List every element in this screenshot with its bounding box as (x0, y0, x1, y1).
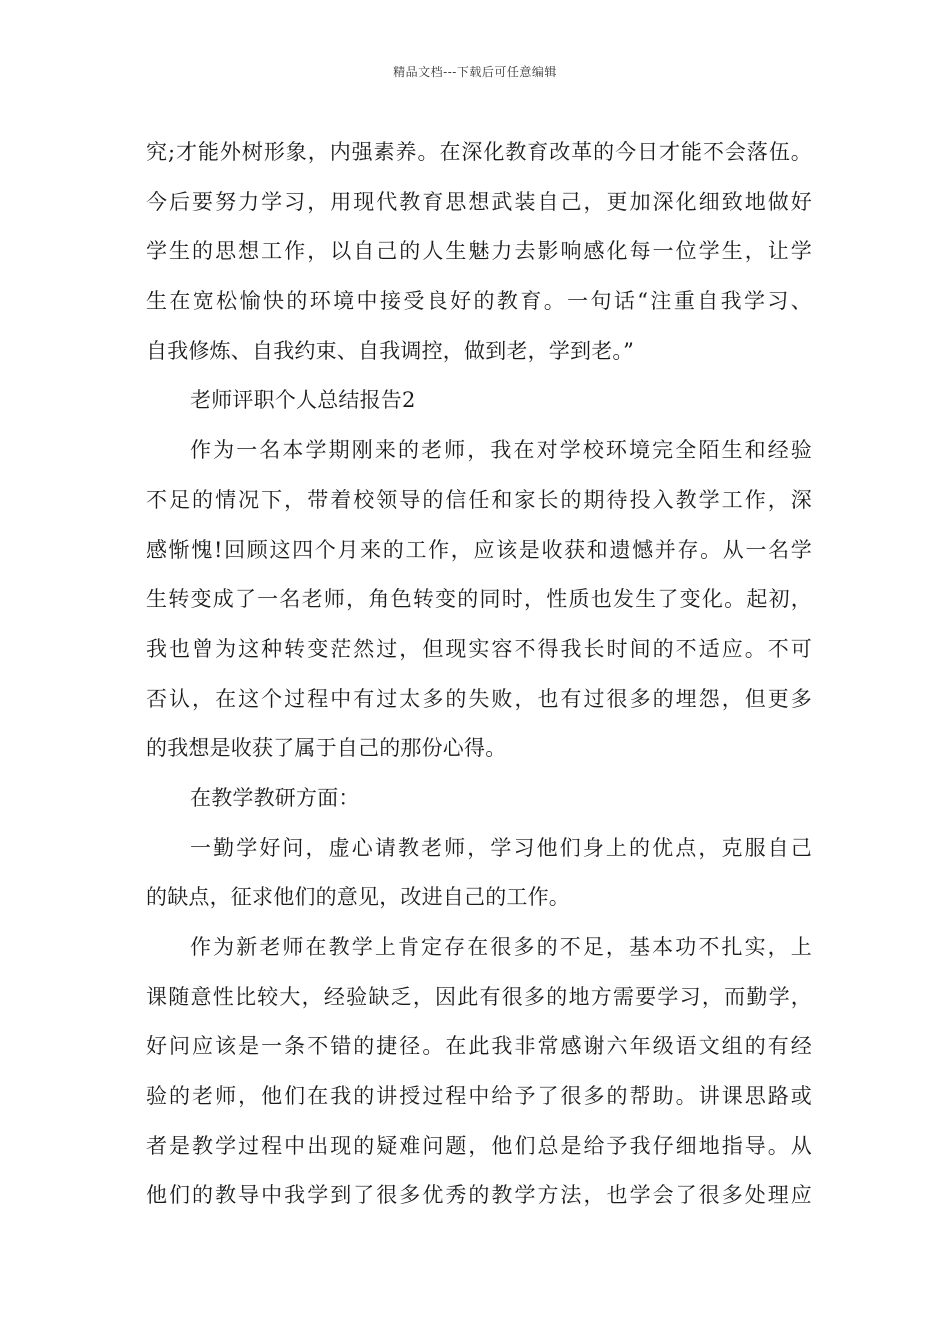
text-line: 生在宽松愉快的环境中接受良好的教育。一句话“注重自我学习、 (146, 289, 812, 314)
text-line: 否认，在这个过程中有过太多的失败，也有过很多的埋怨，但更多 (146, 686, 812, 711)
text-line: 一勤学好问，虚心请教老师，学习他们身上的优点，克服自己 (190, 835, 812, 860)
text-line: 作为一名本学期刚来的老师，我在对学校环境完全陌生和经验 (190, 438, 812, 463)
text-line: 老师评职个人总结报告2 (190, 388, 416, 413)
text-line: 验的老师，他们在我的讲授过程中给予了很多的帮助。讲课思路或 (146, 1084, 812, 1109)
text-line: 他们的教导中我学到了很多优秀的教学方法，也学会了很多处理应 (146, 1183, 812, 1208)
text-line: 今后要努力学习，用现代教育思想武装自己，更加深化细致地做好 (146, 189, 812, 214)
text-line: 的缺点，征求他们的意见，改进自己的工作。 (146, 885, 570, 910)
text-line: 不足的情况下，带着校领导的信任和家长的期待投入教学工作，深 (146, 487, 812, 512)
text-line: 生转变成了一名老师，角色转变的同时，性质也发生了变化。起初， (146, 587, 812, 612)
text-line: 的我想是收获了属于自己的那份心得。 (146, 736, 507, 761)
document-body (146, 128, 812, 1221)
text-line: 在教学教研方面： (190, 785, 360, 810)
text-line: 者是教学过程中出现的疑难问题，他们总是给予我仔细地指导。从 (146, 1133, 812, 1158)
text-line: 学生的思想工作，以自己的人生魅力去影响感化每一位学生，让学 (146, 239, 812, 264)
text-line: 好问应该是一条不错的捷径。在此我非常感谢六年级语文组的有经 (146, 1034, 812, 1059)
text-line: 作为新老师在教学上肯定存在很多的不足，基本功不扎实，上 (190, 935, 812, 959)
text-line: 课随意性比较大，经验缺乏，因此有很多的地方需要学习，而勤学， (146, 984, 812, 1009)
page-header: 精品文档---下载后可任意编辑 (393, 65, 557, 79)
text-line: 究;才能外树形象，内强素养。在深化教育改革的今日才能不会落伍。 (146, 140, 812, 164)
text-line: 自我修炼、自我约束、自我调控，做到老，学到老。” (146, 338, 635, 363)
text-line: 感惭愧!回顾这四个月来的工作，应该是收获和遗憾并存。从一名学 (146, 537, 812, 562)
text-line: 我也曾为这种转变茫然过，但现实容不得我长时间的不适应。不可 (146, 636, 812, 661)
